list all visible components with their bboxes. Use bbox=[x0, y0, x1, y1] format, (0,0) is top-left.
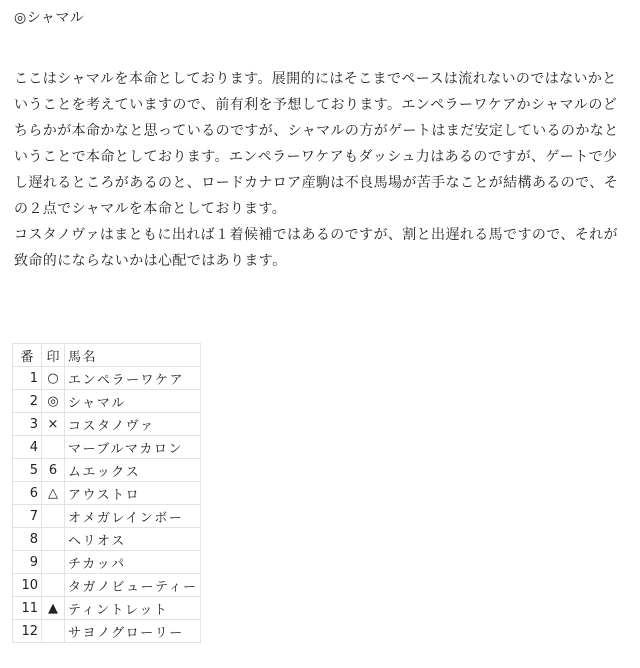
horse-number: 2 bbox=[13, 390, 42, 413]
horse-mark: ○ bbox=[42, 367, 65, 390]
horse-number: 12 bbox=[13, 620, 42, 643]
horse-number: 6 bbox=[13, 482, 42, 505]
horse-name: コスタノヴァ bbox=[65, 413, 201, 436]
table-row bbox=[13, 413, 201, 436]
horse-mark bbox=[42, 528, 65, 551]
table-row bbox=[13, 459, 201, 482]
horse-name: ヘリオス bbox=[65, 528, 201, 551]
table-row bbox=[13, 528, 201, 551]
horse-number: 8 bbox=[13, 528, 42, 551]
table-row bbox=[13, 597, 201, 620]
horse-number: 3 bbox=[13, 413, 42, 436]
horse-name: サヨノグローリー bbox=[65, 620, 201, 643]
horse-mark: × bbox=[42, 413, 65, 436]
horse-number: 4 bbox=[13, 436, 42, 459]
horse-mark bbox=[42, 436, 65, 459]
horse-name: ティントレット bbox=[65, 597, 201, 620]
horse-mark bbox=[42, 551, 65, 574]
horse-table bbox=[12, 343, 201, 643]
horse-name: アウストロ bbox=[65, 482, 201, 505]
table-row bbox=[13, 390, 201, 413]
horse-mark: ◎ bbox=[42, 390, 65, 413]
horse-number: 10 bbox=[13, 574, 42, 597]
table-row bbox=[13, 482, 201, 505]
horse-number: 9 bbox=[13, 551, 42, 574]
horse-mark: ▲ bbox=[42, 597, 65, 620]
horse-mark: 6 bbox=[42, 459, 65, 482]
horse-name: オメガレインボー bbox=[65, 505, 201, 528]
header-mark: 印 bbox=[42, 344, 65, 367]
horse-mark: △ bbox=[42, 482, 65, 505]
header-horse-name: 馬名 bbox=[65, 344, 201, 367]
paragraph: ここはシャマルを本命としております。展開的にはそこまでペースは流れないのではないかということを考えていますので、前有利を予想しております。エンペラーワケアかシャマルのどちらかが本命かなと思っているのですが、シャマルの方がゲートはまだ安定しているのかなということで本命としております。エンペラーワケアもダッシュ力はあるのですが、ゲートで少し遅れるところがあるのと、ロードカナロア産駒は不良馬場が苦手なことが結構あるので、その２点でシャマルを本命としております。 bbox=[14, 71, 619, 217]
horse-number: 7 bbox=[13, 505, 42, 528]
horse-name: ムエックス bbox=[65, 459, 201, 482]
horse-number: 5 bbox=[13, 459, 42, 482]
horse-name: エンペラーワケア bbox=[65, 367, 201, 390]
header-number: 番 bbox=[13, 344, 42, 367]
horse-number: 11 bbox=[13, 597, 42, 620]
horse-mark bbox=[42, 620, 65, 643]
table-row bbox=[13, 505, 201, 528]
horse-name: シャマル bbox=[65, 390, 201, 413]
article-body bbox=[14, 66, 626, 274]
horse-name: マーブルマカロン bbox=[65, 436, 201, 459]
table-row bbox=[13, 574, 201, 597]
table-row bbox=[13, 367, 201, 390]
horse-name: チカッパ bbox=[65, 551, 201, 574]
table-row bbox=[13, 436, 201, 459]
table-header-row bbox=[13, 344, 201, 367]
horse-mark bbox=[42, 574, 65, 597]
horse-mark bbox=[42, 505, 65, 528]
paragraph: コスタノヴァはまともに出れば１着候補ではあるのですが、割と出遅れる馬ですので、それが致命的にならないかは心配ではあります。 bbox=[14, 227, 618, 269]
page-title: ◎シャマル bbox=[14, 10, 85, 26]
table-row bbox=[13, 551, 201, 574]
horse-name: タガノビューティー bbox=[65, 574, 201, 597]
table-row bbox=[13, 620, 201, 643]
horse-number: 1 bbox=[13, 367, 42, 390]
